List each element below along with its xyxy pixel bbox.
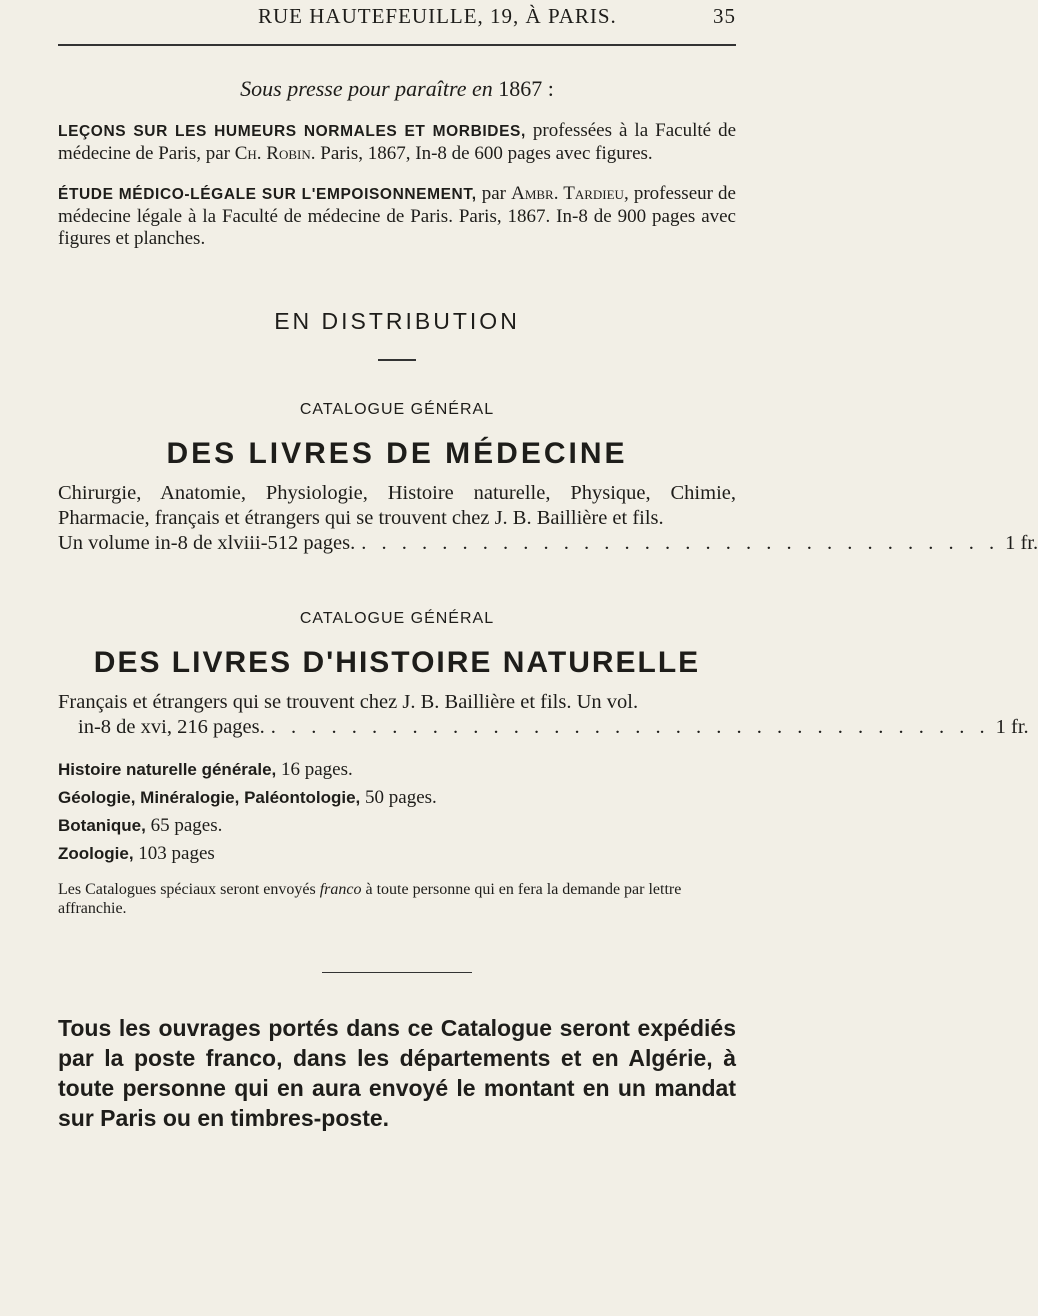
entry-author: Ch. Robin.	[234, 143, 316, 164]
entry-title: LEÇONS SUR LES HUMEURS NORMALES ET MORBIDES,	[58, 123, 526, 140]
subcatalogue-name: Zoologie,	[58, 844, 134, 863]
catalogue-price: 1 fr.	[995, 716, 1029, 738]
special-catalogues-note	[58, 880, 736, 918]
catalogue-label: CATALOGUE GÉNÉRAL	[299, 610, 495, 627]
subcatalogue-name: Géologie, Minéralogie, Paléontologie,	[58, 788, 361, 807]
leader-dots: . . . . . . . . . . . . . . . . . . . . . . . . . . . . . . . . . . . .	[270, 716, 990, 738]
subcatalogue-pages: 50 pages.	[365, 787, 437, 808]
leader-dots: . . . . . . . . . . . . . . . . . . . . . . . . . . . . . . . .	[361, 532, 1000, 554]
page-number: 35	[713, 4, 736, 28]
header-rule	[58, 44, 736, 46]
distribution-heading: EN DISTRIBUTION	[274, 308, 520, 334]
subcatalogue-name: Botanique,	[58, 816, 146, 835]
catalogue-desc-text: Français et étrangers qui se trouvent chez J. B. Baillière et fils. Un vol.	[58, 691, 639, 713]
catalogue-price-line	[58, 531, 1038, 556]
entry-tail: professeur de médecine légale à la Faculté de médecine de Paris. Paris, 1867. In-8 de 900 pages avec figures et planches.	[58, 183, 736, 249]
catalogue-volume: in-8 de xvi, 216 pages.	[78, 716, 265, 738]
entry-body: par	[481, 183, 506, 204]
catalogue-price: 1 fr.	[1005, 532, 1038, 554]
subcatalogue-item	[58, 784, 736, 812]
press-notice	[58, 76, 736, 102]
note-part2: à toute personne qui en fera la demande par lettre affranchie.	[58, 881, 682, 917]
subcatalogue-name: Histoire naturelle générale,	[58, 760, 277, 779]
press-notice-year: 1867 :	[498, 76, 554, 101]
entry-etude	[58, 183, 736, 250]
entry-body: professées à la Faculté de médecine de Paris, par	[58, 120, 736, 164]
catalogue-description	[58, 481, 1038, 556]
running-head-title: RUE HAUTEFEUILLE, 19, À PARIS.	[258, 4, 617, 28]
subcatalogue-item	[58, 840, 736, 868]
subcatalogue-item	[58, 812, 736, 840]
subcatalogue-pages: 65 pages.	[150, 815, 223, 836]
catalogue-desc-text: Chirurgie, Anatomie, Physiologie, Histoire naturelle, Physique, Chimie, Pharmacie, français et étrangers qui se trouvent chez J. B. Baillière et fils.	[58, 482, 736, 529]
bottom-rule	[322, 972, 472, 973]
note-franco: franco	[319, 881, 362, 898]
section-rule	[378, 359, 416, 361]
entry-title: ÉTUDE MÉDICO-LÉGALE SUR L'EMPOISONNEMENT,	[58, 186, 477, 203]
catalogue-label: CATALOGUE GÉNÉRAL	[299, 401, 495, 418]
subcatalogue-pages: 103 pages	[138, 843, 215, 864]
catalogue-description	[58, 690, 1029, 740]
running-head	[58, 0, 736, 40]
press-notice-text: Sous presse pour paraître en	[240, 76, 493, 101]
catalogue-volume: Un volume in-8 de xlviii-512 pages.	[58, 532, 356, 554]
catalogue-title: DES LIVRES D'HISTOIRE NATURELLE	[93, 646, 701, 679]
entry-tail: Paris, 1867, In-8 de 600 pages avec figures.	[320, 143, 653, 164]
note-part1: Les Catalogues spéciaux seront envoyés	[58, 881, 316, 898]
subcatalogue-pages: 16 pages.	[281, 759, 353, 780]
final-notice: Tous les ouvrages portés dans ce Catalogue seront expédiés par la poste franco, dans les départements et en Algérie, à toute personne qui en aura envoyé le montant en un mandat sur Paris ou en timbres-poste.	[58, 1015, 736, 1131]
catalogue-price-line	[58, 715, 1029, 740]
subcatalogue-item	[58, 756, 736, 784]
catalogue-title: DES LIVRES DE MÉDECINE	[166, 437, 628, 470]
subcatalogue-list	[58, 756, 736, 868]
entry-author: Ambr. Tardieu,	[511, 183, 629, 204]
entry-lecons	[58, 120, 736, 165]
